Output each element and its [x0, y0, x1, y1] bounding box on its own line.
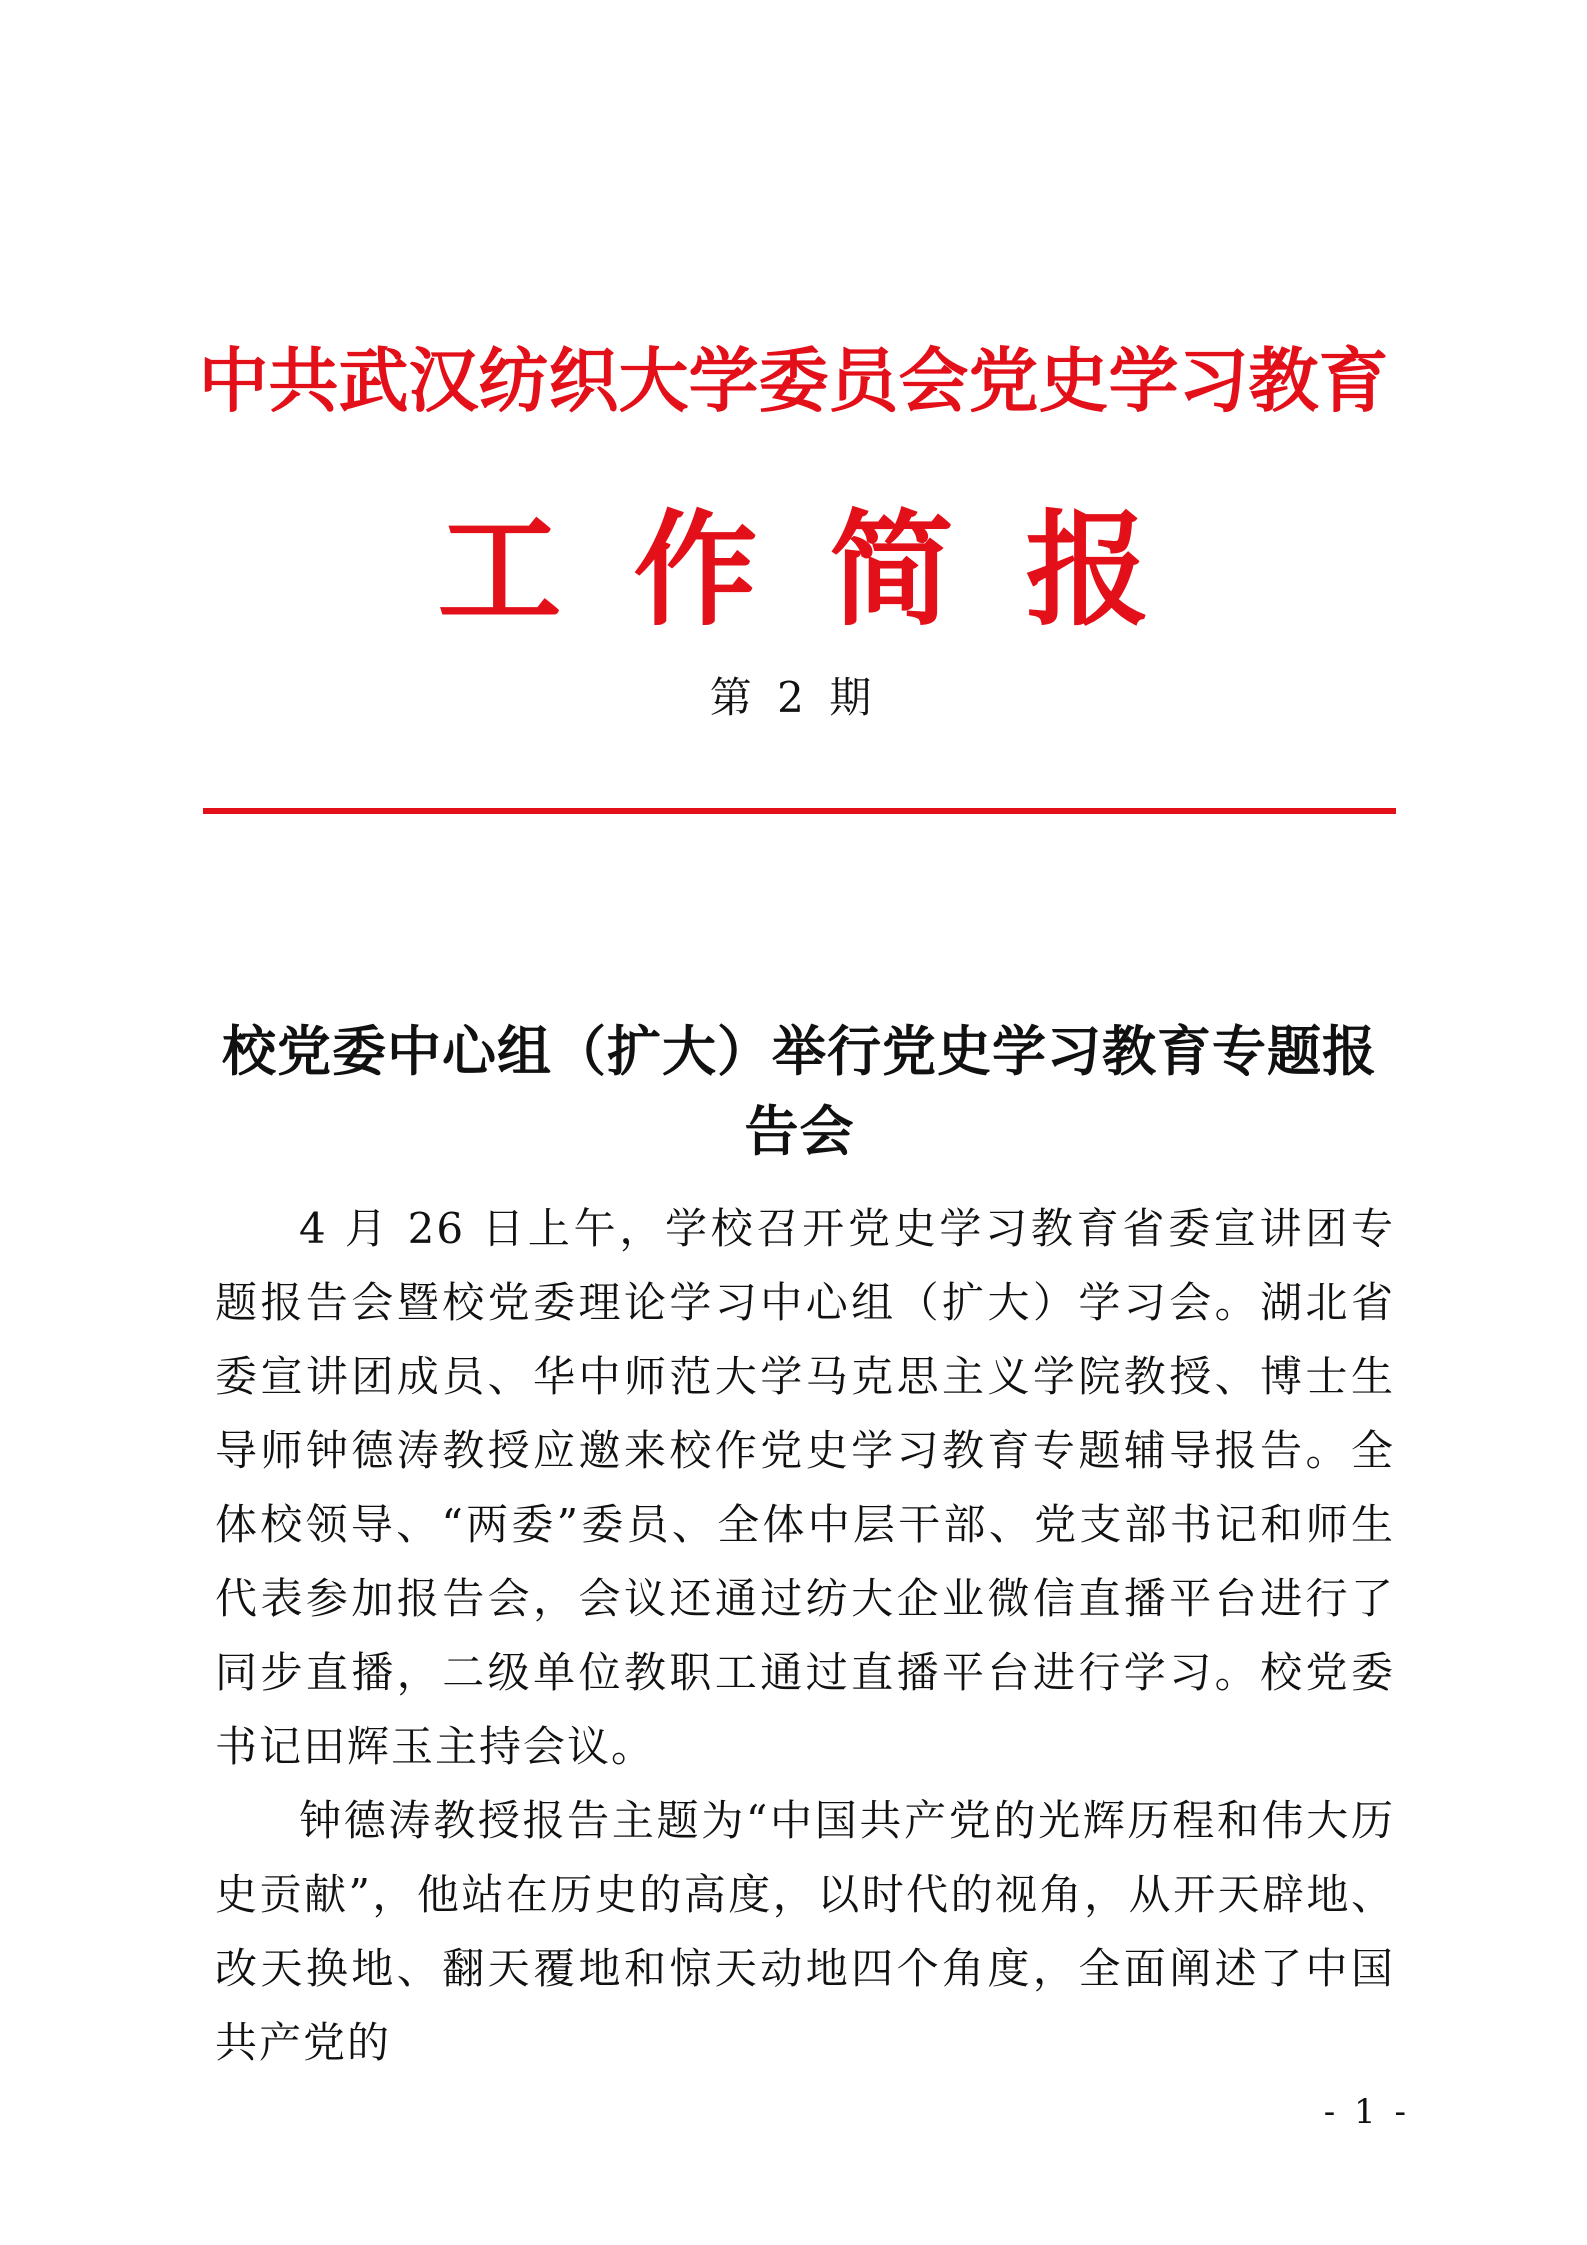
brief-title: 工作简报 — [437, 498, 1222, 643]
page-number: - 1 - — [1323, 2092, 1410, 2132]
red-divider-line — [203, 808, 1396, 814]
article-body — [215, 1192, 1395, 2080]
article-title: 校党委中心组（扩大）举行党史学习教育专题报告会 — [222, 1020, 1377, 1163]
paragraph-2: 钟德涛教授报告主题为“中国共产党的光辉历程和伟大历史贡献”，他站在历史的高度，以时代的视角，从开天辟地、改天换地、翻天覆地和惊天动地四个角度，全面阐述了中国共产党的 — [215, 1796, 1395, 2067]
paragraph-1: 4 月 26 日上午，学校召开党史学习教育省委宣讲团专题报告会暨校党委理论学习中心组（扩大）学习会。湖北省委宣讲团成员、华中师范大学马克思主义学院教授、博士生导师钟德涛教授应邀来校作党史学习教育专题辅导报告。全体校领导、“两委”委员、全体中层干部、党支部书记和师生代表参加报告会，会议还通过纺大企业微信直播平台进行了同步直播，二级单位教职工通过直播平台进行学习。校党委书记田辉玉主持会议。 — [215, 1204, 1395, 1771]
organization-title: 中共武汉纺织大学委员会党史学习教育 — [198, 340, 1389, 422]
issue-number: 第 2 期 — [709, 673, 878, 722]
